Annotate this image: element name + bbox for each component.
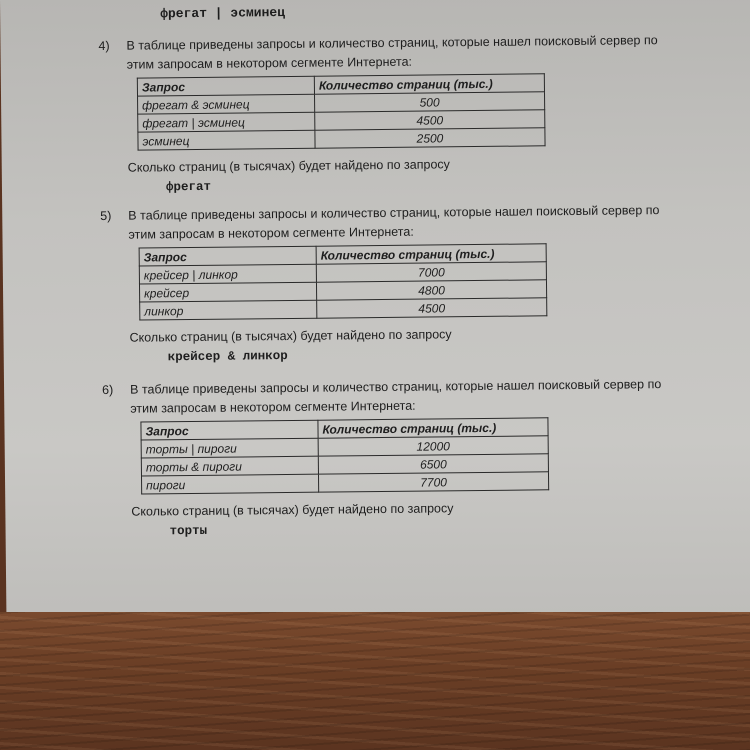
query-table (137, 73, 546, 150)
query-cell: фрегат | эсминец (138, 112, 315, 132)
pages-cell: 6500 (318, 454, 548, 474)
task-question: Сколько страниц (в тысячах) будет найдено по запросу (129, 327, 452, 345)
task-text-line-1: В таблице приведены запросы и количество страниц, которые нашел поисковый сервер по (128, 203, 660, 223)
task-5 (100, 202, 720, 365)
query-cell: линкор (140, 300, 317, 320)
task-text-line-1: В таблице приведены запросы и количество страниц, которые нашел поисковый сервер по (130, 377, 662, 397)
task-question: Сколько страниц (в тысячах) будет найдено по запросу (131, 501, 454, 519)
query-table (140, 417, 549, 494)
query-table (139, 243, 548, 320)
task-number: 6) (102, 382, 114, 397)
table-row (141, 472, 548, 494)
pages-cell: 4500 (315, 110, 545, 130)
target-query: торты (169, 523, 208, 539)
query-cell: крейсер (139, 282, 316, 302)
column-header-pages: Количество страниц (тыс.) (318, 418, 548, 438)
task-number: 5) (100, 208, 112, 223)
task-number: 4) (98, 38, 110, 53)
column-header-pages: Количество страниц (тыс.) (316, 244, 546, 264)
column-header-query: Запрос (141, 420, 318, 440)
pages-cell: 4500 (317, 298, 547, 318)
pages-cell: 12000 (318, 436, 548, 456)
query-cell: крейсер | линкор (139, 264, 316, 284)
target-query: крейсер & линкор (167, 349, 288, 365)
table-row (138, 128, 545, 150)
previous-task-query: фрегат | эсминец (160, 5, 286, 22)
query-cell: эсминец (138, 130, 315, 150)
task-text-line-1: В таблице приведены запросы и количество страниц, которые нашел поисковый сервер по (126, 33, 658, 53)
pages-cell: 7000 (316, 262, 546, 282)
wooden-desk-surface (0, 612, 750, 750)
query-cell: торты | пироги (141, 438, 318, 458)
query-cell: торты & пироги (141, 456, 318, 476)
task-6 (102, 376, 722, 539)
task-text-line-2: этим запросам в некотором сегменте Интернета: (130, 398, 416, 416)
column-header-query: Запрос (139, 246, 316, 266)
task-text-line-2: этим запросам в некотором сегменте Интернета: (126, 54, 413, 72)
task-question: Сколько страниц (в тысячах) будет найдено по запросу (127, 157, 450, 175)
pages-cell: 500 (315, 92, 545, 112)
query-cell: фрегат & эсминец (138, 94, 315, 114)
task-4 (98, 32, 718, 195)
table-row (140, 298, 547, 320)
column-header-pages: Количество страниц (тыс.) (314, 74, 544, 94)
query-cell: пироги (141, 474, 318, 494)
task-text-line-2: этим запросам в некотором сегменте Интернета: (128, 224, 414, 242)
pages-cell: 4800 (316, 280, 546, 300)
column-header-query: Запрос (137, 76, 314, 96)
target-query: фрегат (165, 179, 212, 195)
pages-cell: 7700 (318, 472, 548, 492)
pages-cell: 2500 (315, 128, 545, 148)
